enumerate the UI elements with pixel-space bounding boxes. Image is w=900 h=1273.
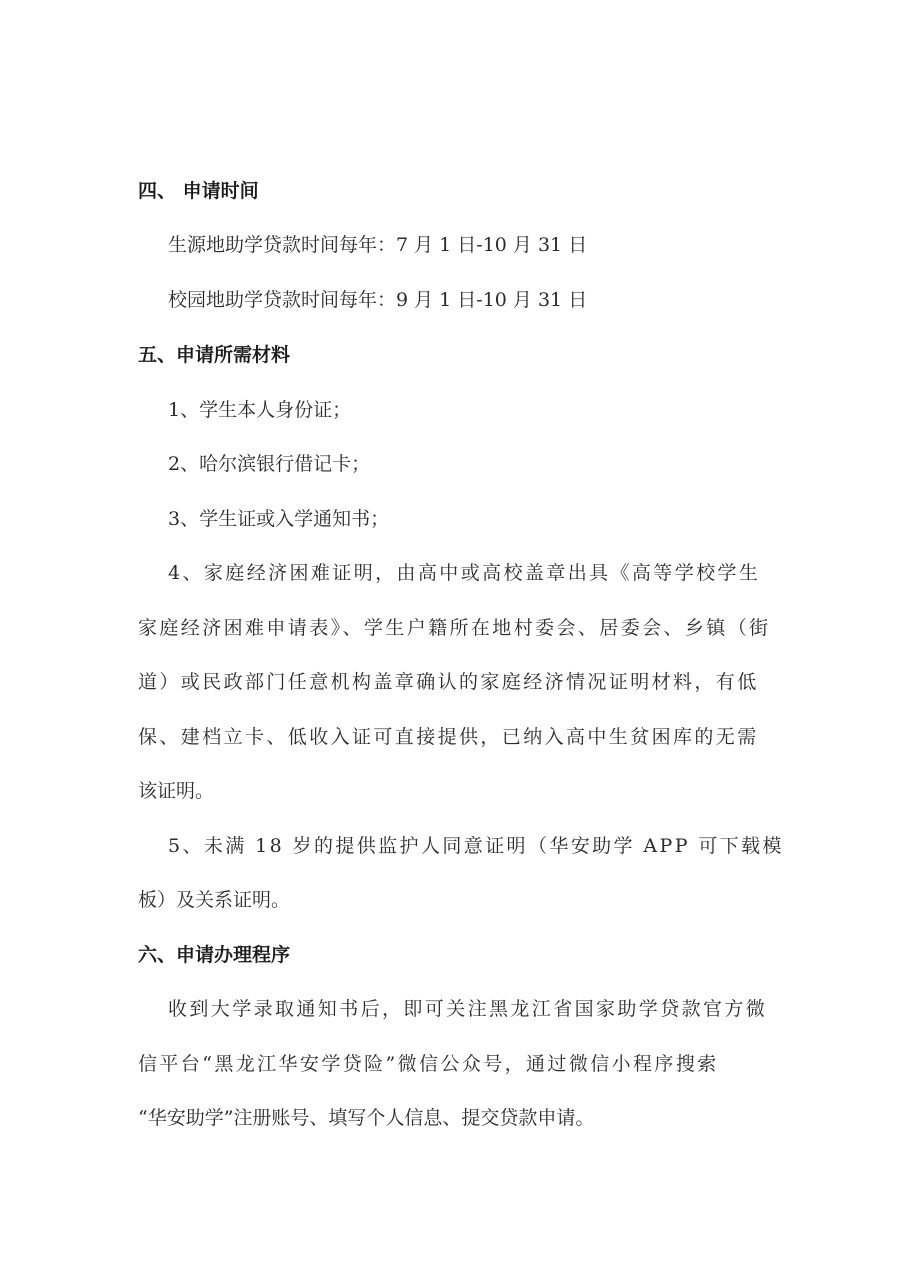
list-item: 1、学生本人身份证；	[168, 399, 352, 421]
list-item-line: 4、家庭经济困难证明，由高中或高校盖章出具《高等学校学生	[168, 562, 761, 584]
section-heading-application-time: 四、 申请时间	[138, 180, 259, 202]
section-heading-required-materials: 五、申请所需材料	[138, 344, 291, 366]
list-item-line: 板）及关系证明。	[138, 889, 291, 911]
list-item-line: 5、未满 18 岁的提供监护人同意证明（华安助学 APP 可下载模	[168, 835, 784, 857]
list-item: 3、学生证或入学通知书；	[168, 508, 390, 530]
list-item-line: 该证明。	[138, 780, 215, 802]
paragraph-line: “华安助学”注册账号、填写个人信息、提交贷款申请。	[138, 1107, 595, 1129]
section-heading-application-procedure: 六、申请办理程序	[138, 944, 291, 966]
paragraph-line: 校园地助学贷款时间每年：9 月 1 日-10 月 31 日	[168, 289, 588, 311]
paragraph-line: 收到大学录取通知书后，即可关注黑龙江省国家助学贷款官方微	[168, 998, 768, 1020]
list-item-line: 道）或民政部门任意机构盖章确认的家庭经济情况证明材料，有低	[138, 671, 759, 693]
list-item-line: 保、建档立卡、低收入证可直接提供，已纳入高中生贫困库的无需	[138, 726, 759, 748]
paragraph-line: 信平台“黑龙江华安学贷险”微信公众号，通过微信小程序搜索	[138, 1053, 719, 1075]
list-item: 2、哈尔滨银行借记卡；	[168, 453, 371, 475]
paragraph-line: 生源地助学贷款时间每年：7 月 1 日-10 月 31 日	[168, 234, 588, 256]
list-item-line: 家庭经济困难申请表》、学生户籍所在地村委会、居委会、乡镇（街	[138, 617, 771, 639]
